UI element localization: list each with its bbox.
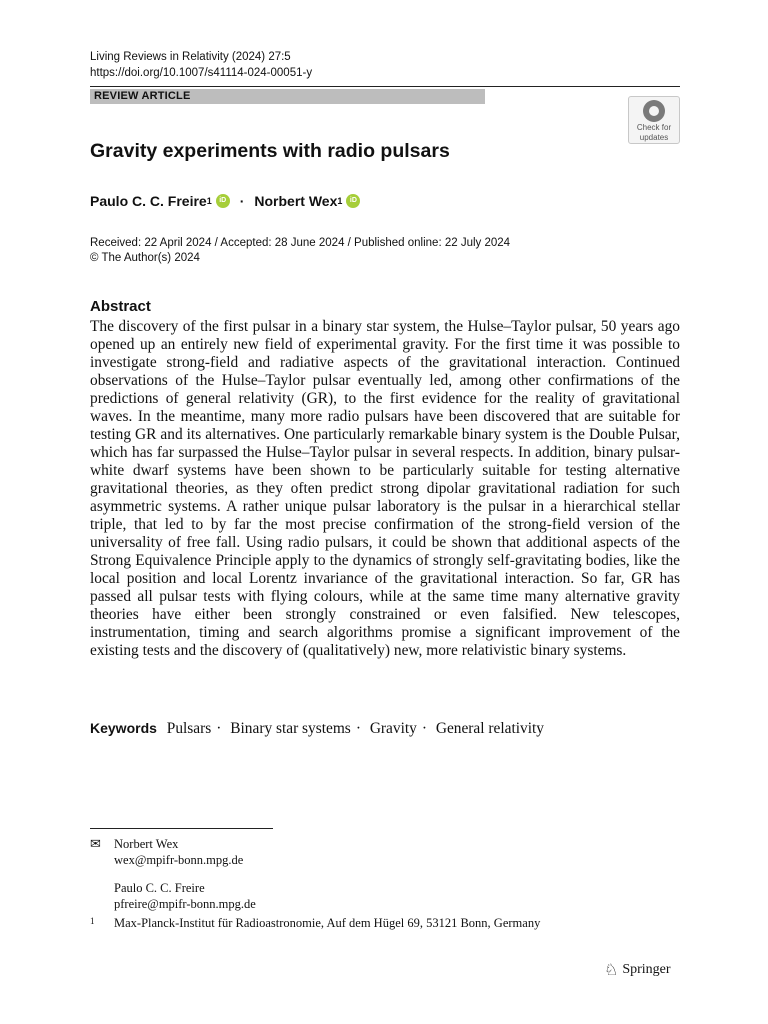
author-affiliation-mark: 1 bbox=[206, 196, 212, 206]
doi-link[interactable]: https://doi.org/10.1007/s41114-024-00051-y bbox=[90, 67, 313, 79]
abstract-heading: Abstract bbox=[90, 298, 151, 315]
orcid-icon[interactable]: iD bbox=[216, 194, 230, 208]
keyword: Gravity bbox=[369, 720, 417, 737]
contact-email[interactable]: wex@mpifr-bonn.mpg.de bbox=[114, 853, 244, 867]
keyword: General relativity bbox=[435, 720, 544, 737]
affiliation-number: 1 bbox=[90, 916, 95, 926]
abstract-text: The discovery of the first pulsar in a binary star system, the Hulse–Taylor pulsar, 50 years ago opened up an entirely new field of experimental gravity. For the first time it was possible to investigate strong-field and radiative aspects of the gravitational interaction. Continued observations of the Hulse–Taylor pulsar eventually led, among other confirmations of the predictions of general relativity (GR), to the first evidence for the reality of gravitational waves. In the meantime, many more radio pulsars have been discovered that are suitable for testing GR and its alternatives. One particularly remarkable binary system is the Double Pulsar, which has far surpassed the Hulse–Taylor pulsar in several respects. In addition, binary pulsar-white dwarf systems have been shown to be particularly suitable for testing alternative gravitational theories, as they often predict strong dipolar gravitational radiation for such asymmetric systems. A rather unique pulsar laboratory is the pulsar in a hierarchical stellar triple, that led to by far the most precise confirmation of the strong-field version of the universality of free fall. Using radio pulsars, it could be shown that additional aspects of the Strong Equivalence Principle apply to the dynamics of strongly self-gravitating bodies, like the local position and local Lorentz invariance of the gravitational interaction. So far, GR has passed all pulsar tests with flying colours, while at the same time many alternative gravity theories have either been strongly constrained or even falsified. New telescopes, instrumentation, timing and search algorithms promise a significant improvement of the existing tests and the discovery of (qualitatively) new, more relativistic binary systems. bbox=[90, 318, 680, 659]
affiliation-footnote bbox=[90, 916, 540, 931]
springer-horse-icon: ♘ bbox=[604, 962, 619, 979]
check-updates-line2: updates bbox=[639, 133, 669, 142]
orcid-icon[interactable]: iD bbox=[346, 194, 360, 208]
keywords-label: Keywords bbox=[90, 720, 157, 736]
journal-info bbox=[90, 49, 312, 81]
envelope-icon: ✉ bbox=[90, 836, 101, 851]
keyword: Binary star systems bbox=[230, 720, 351, 737]
check-for-updates-badge[interactable] bbox=[628, 96, 680, 144]
publisher-name: Springer bbox=[622, 962, 671, 977]
author-separator: · bbox=[239, 193, 245, 209]
keywords-line bbox=[90, 720, 544, 738]
contact-name: Norbert Wex bbox=[114, 837, 179, 851]
publication-dates bbox=[90, 236, 510, 266]
article-title: Gravity experiments with radio pulsars bbox=[90, 140, 450, 162]
history-dates: Received: 22 April 2024 / Accepted: 28 June 2024 / Published online: 22 July 2024 bbox=[90, 237, 511, 249]
author-affiliation-mark: 1 bbox=[337, 196, 343, 206]
keyword-separator: · bbox=[216, 720, 222, 737]
check-updates-line1: Check for bbox=[636, 123, 672, 132]
check-updates-icon bbox=[643, 100, 665, 122]
author-name: Norbert Wex bbox=[254, 193, 338, 209]
correspondence-block bbox=[90, 836, 256, 912]
keyword-separator: · bbox=[355, 720, 361, 737]
keyword-separator: · bbox=[421, 720, 427, 737]
author-name: Paulo C. C. Freire bbox=[90, 193, 207, 209]
article-type-banner: REVIEW ARTICLE bbox=[90, 89, 485, 104]
author-list bbox=[90, 193, 360, 209]
copyright-line: © The Author(s) 2024 bbox=[90, 252, 200, 264]
journal-citation: Living Reviews in Relativity (2024) 27:5 bbox=[90, 51, 291, 63]
header-rule bbox=[90, 86, 680, 87]
publisher-logo bbox=[604, 960, 671, 980]
keyword: Pulsars bbox=[166, 720, 212, 737]
affiliation-text: Max-Planck-Institut für Radioastronomie, Auf dem Hügel 69, 53121 Bonn, Germany bbox=[114, 916, 541, 930]
contact-name: Paulo C. C. Freire bbox=[114, 881, 205, 895]
contact-email[interactable]: pfreire@mpifr-bonn.mpg.de bbox=[114, 897, 256, 911]
footnote-rule bbox=[90, 828, 273, 829]
